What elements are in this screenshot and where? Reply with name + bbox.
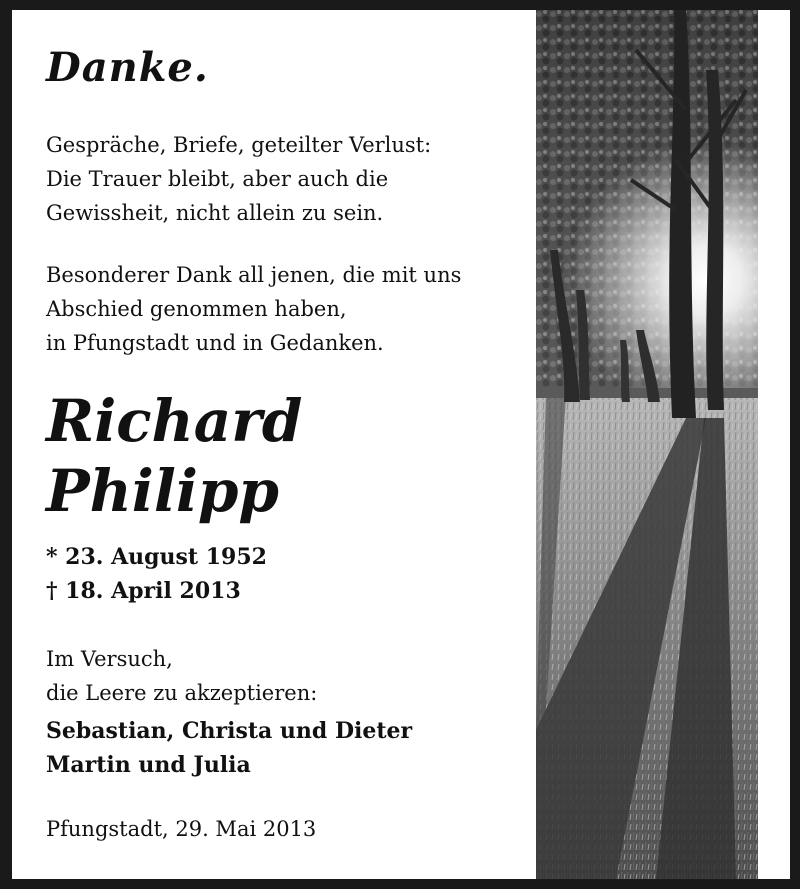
deceased-last-name: Philipp <box>46 457 279 525</box>
notice-heading: Danke. <box>46 44 209 91</box>
verse-paragraph <box>46 642 317 710</box>
park-trees-photo <box>536 10 758 879</box>
family-line: Martin und Julia <box>46 752 251 778</box>
intro-line: Gespräche, Briefe, geteilter Verlust: <box>46 133 432 157</box>
thanks-line: Abschied genommen haben, <box>46 297 347 321</box>
intro-paragraph <box>46 128 431 230</box>
place-date: Pfungstadt, 29. Mai 2013 <box>46 817 317 841</box>
thanks-paragraph <box>46 258 461 360</box>
thanks-line: Besonderer Dank all jenen, die mit uns <box>46 263 462 287</box>
deceased-name <box>46 386 302 526</box>
verse-line: Im Versuch, <box>46 647 173 671</box>
intro-line: Die Trauer bleibt, aber auch die <box>46 167 389 191</box>
deceased-first-name: Richard <box>46 387 303 455</box>
intro-line: Gewissheit, nicht allein zu sein. <box>46 201 384 225</box>
family-signature <box>46 714 412 782</box>
family-line: Sebastian, Christa und Dieter <box>46 718 413 744</box>
thanks-line: in Pfungstadt und in Gedanken. <box>46 331 384 355</box>
birth-date: * 23. August 1952 <box>46 544 267 570</box>
life-dates <box>46 540 267 608</box>
death-date: † 18. April 2013 <box>46 578 241 604</box>
verse-line: die Leere zu akzeptieren: <box>46 681 318 705</box>
